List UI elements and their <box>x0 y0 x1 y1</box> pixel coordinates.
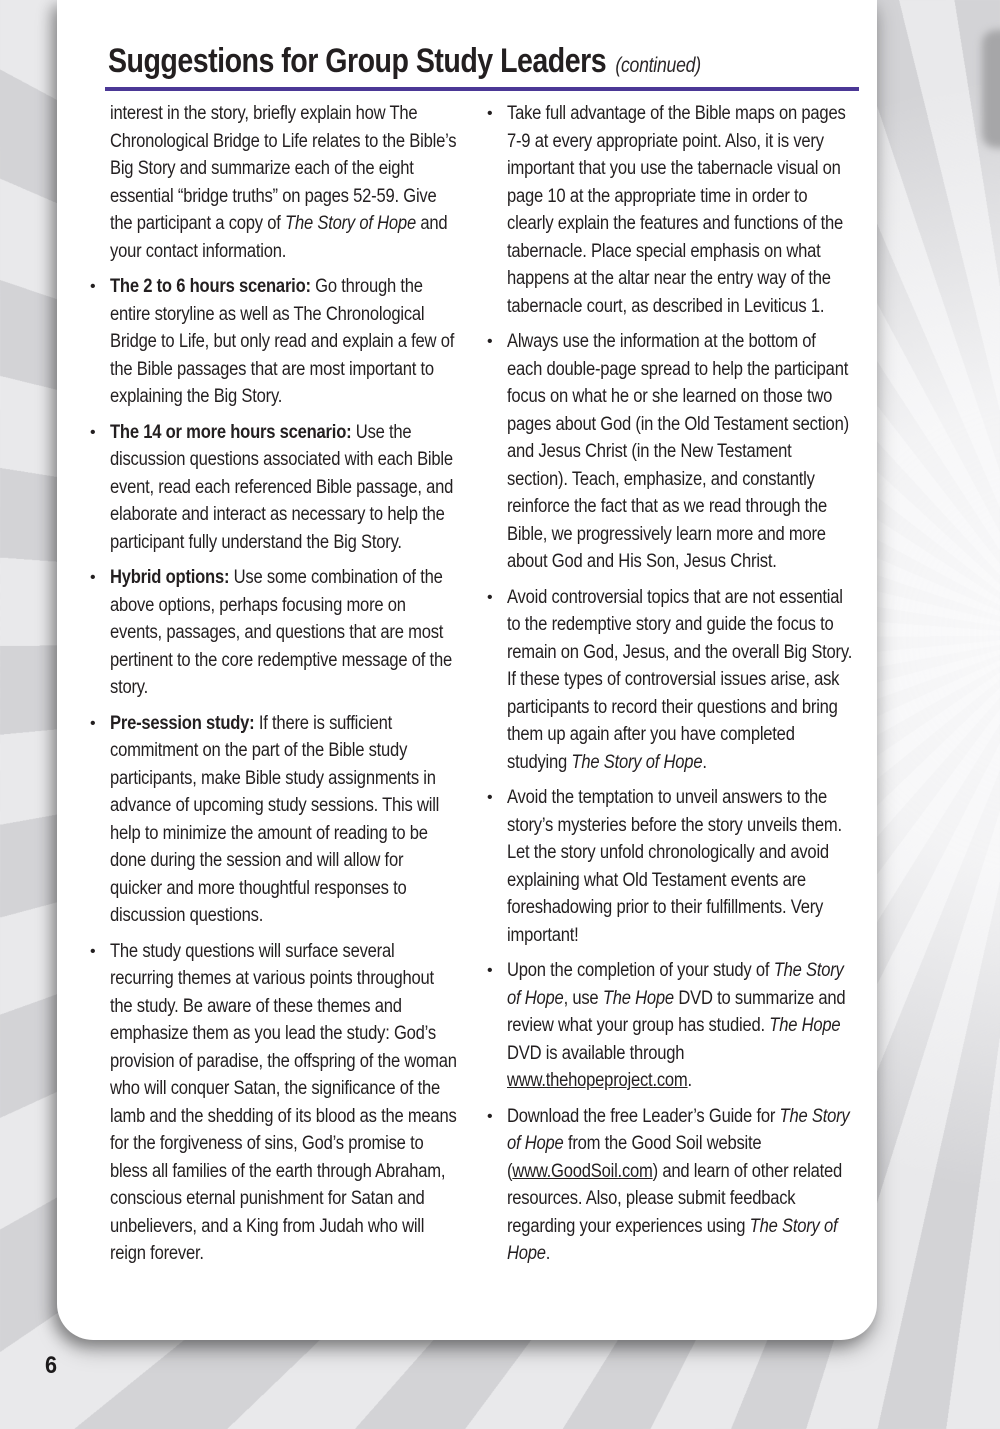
link[interactable]: www.thehopeproject.com <box>507 1070 688 1091</box>
page-title-continued: (continued) <box>615 54 701 77</box>
text-run: Pre-session study: <box>110 712 259 734</box>
bullet-dot: • <box>487 1107 493 1125</box>
text-run: The Story of Hope <box>507 1215 838 1264</box>
paragraph-text <box>507 784 854 949</box>
bullet-item <box>90 273 510 411</box>
text-run: The 14 or more hours scenario: <box>110 421 356 443</box>
bullet-item <box>90 564 510 702</box>
bullet-dot: • <box>487 588 493 606</box>
bullet-item <box>90 419 510 557</box>
page-number: 6 <box>45 1352 58 1379</box>
bullet-item <box>487 957 907 1095</box>
text-run: The Story of Hope <box>507 960 844 1009</box>
text-run: The Story of Hope <box>507 1105 850 1154</box>
paragraph-text <box>110 710 457 930</box>
link[interactable]: www.GoodSoil.com <box>512 1160 653 1182</box>
text-run: The Story of Hope <box>571 751 703 773</box>
text-run: Go through the entire storyline as well as The Chronological Bridge to Life, but only read and explain a few of the Bible passages that are most important to explaining the Big Story. <box>110 276 455 407</box>
text-run: Hybrid options: <box>110 567 234 588</box>
paragraph-text <box>507 957 854 1095</box>
bullet-dot: • <box>487 105 493 122</box>
bullet-dot: • <box>487 962 493 979</box>
bullet-item <box>90 710 510 930</box>
paragraph-text <box>110 564 457 702</box>
text-run: DVD to summarize and review what your group has studied. <box>507 987 846 1036</box>
title-underline-rule <box>105 87 859 91</box>
bullet-dot: • <box>487 333 493 350</box>
paragraph-text <box>507 584 854 777</box>
bullet-item <box>90 938 510 1268</box>
text-run: ) and learn of other related resources. Also, please submit feedback regarding your experiences using <box>507 1160 843 1237</box>
paragraph-text <box>110 938 457 1268</box>
text-run: Use some combination of the above options, perhaps focusing more on events, passages, and questions that are most pertinent to the core redemptive message of the story. <box>110 567 452 698</box>
bullet-item <box>487 1103 907 1268</box>
text-run: , use <box>563 987 603 1009</box>
bullet-item <box>487 328 907 576</box>
paragraph-text <box>110 419 457 557</box>
paragraph-text <box>507 100 854 320</box>
paragraph-text <box>110 273 457 411</box>
text-run: Avoid the temptation to unveil answers to the story’s mysteries before the story unveils them. Let the story unfold chronologically and avoid explaining what Old Testament events are foreshadowing prior to their fulfillments. Very important! <box>507 787 842 946</box>
bullet-item <box>487 100 907 320</box>
paragraph <box>90 100 510 265</box>
bullet-item <box>487 584 907 777</box>
text-run: Take full advantage of the Bible maps on pages 7-9 at every appropriate point. Also, it is very important that you use the tabernacle visual on page 10 at the appropriate time in order to clearly explain the features and functions of the tabernacle. Place special emphasis on what happens at the altar near the entry way of the tabernacle court, as described in Leviticus 1. <box>507 103 846 317</box>
text-run: If there is sufficient commitment on the part of the Bible study participants, make Bible study assignments in advance of upcoming study sessions. This will help to minimize the amount of reading to be done during the session and will allow for quicker and more thoughtful responses to discussion questions. <box>110 712 440 926</box>
bullet-item <box>487 784 907 949</box>
page-header <box>108 42 898 81</box>
bullet-spacer <box>90 100 110 265</box>
text-run: The Hope <box>769 1015 841 1036</box>
text-run: The 2 to 6 hours scenario: <box>110 276 316 297</box>
text-run: . <box>545 1243 551 1264</box>
paragraph-text <box>507 328 854 576</box>
bullet-dot: • <box>90 569 96 586</box>
paragraph-text <box>110 100 457 265</box>
left-column <box>90 100 510 1276</box>
page-curl-shadow <box>982 30 1000 148</box>
text-run: from the Good Soil website ( <box>507 1133 762 1182</box>
bullet-dot: • <box>487 789 493 806</box>
text-run: Always use the information at the bottom of each double-page spread to help the participant focus on what he or she learned on those two pages about God (in the Old Testament section) and Jesus Christ (in the New Testament section). Teach, emphasize, and constantly reinforce the fact that as we read through the Bible, we progressively learn more and more about God and His Son, Jesus Christ. <box>507 331 849 572</box>
text-run: Upon the completion of your study of <box>507 960 774 981</box>
text-run: interest in the story, briefly explain how The Chronological Bridge to Life relates to the Bible’s Big Story and summarize each of the eight essential “bridge truths” on pages 52-59. Give the participant a copy of <box>110 103 457 234</box>
text-run: Avoid controversial topics that are not essential to the redemptive story and guide the focus to remain on God, Jesus, and the overall Big Story. If these types of controversial issues arise, ask participants to record their questions and bring them up again after you have completed studying <box>507 586 853 773</box>
page-title: Suggestions for Group Study Leaders <box>108 42 607 80</box>
paragraph-text <box>507 1103 854 1268</box>
text-run: The Story of Hope <box>285 213 416 234</box>
text-run: Use the discussion questions associated with each Bible event, read each referenced Bible passage, and elaborate and interact as necessary to help the participant fully understand the Big Story. <box>110 421 454 553</box>
text-run: and your contact information. <box>110 213 448 262</box>
content-card <box>57 0 877 1340</box>
text-run: The Hope <box>602 987 674 1009</box>
text-run: DVD is available through <box>507 1042 685 1064</box>
text-run: Download the free Leader’s Guide for <box>507 1105 780 1127</box>
bullet-dot: • <box>90 423 96 441</box>
bullet-dot: • <box>90 942 96 960</box>
text-run: . <box>687 1070 692 1091</box>
bullet-dot: • <box>90 278 96 295</box>
text-run: The study questions will surface several recurring themes at various points throughout the study. Be aware of these themes and emphasize them as you lead the study: God’s provision of paradise, the offspring of the woman who will conquer Satan, the significance of the lamb and the shedding of its blood as the means for the forgiveness of sins, God’s promise to bless all families of the earth through Abraham, conscious eternal punishment for Satan and unbelievers, and a King from Judah who will reign forever. <box>110 940 457 1264</box>
text-run: . <box>702 751 707 773</box>
bullet-dot: • <box>90 714 96 732</box>
right-column <box>487 100 907 1276</box>
